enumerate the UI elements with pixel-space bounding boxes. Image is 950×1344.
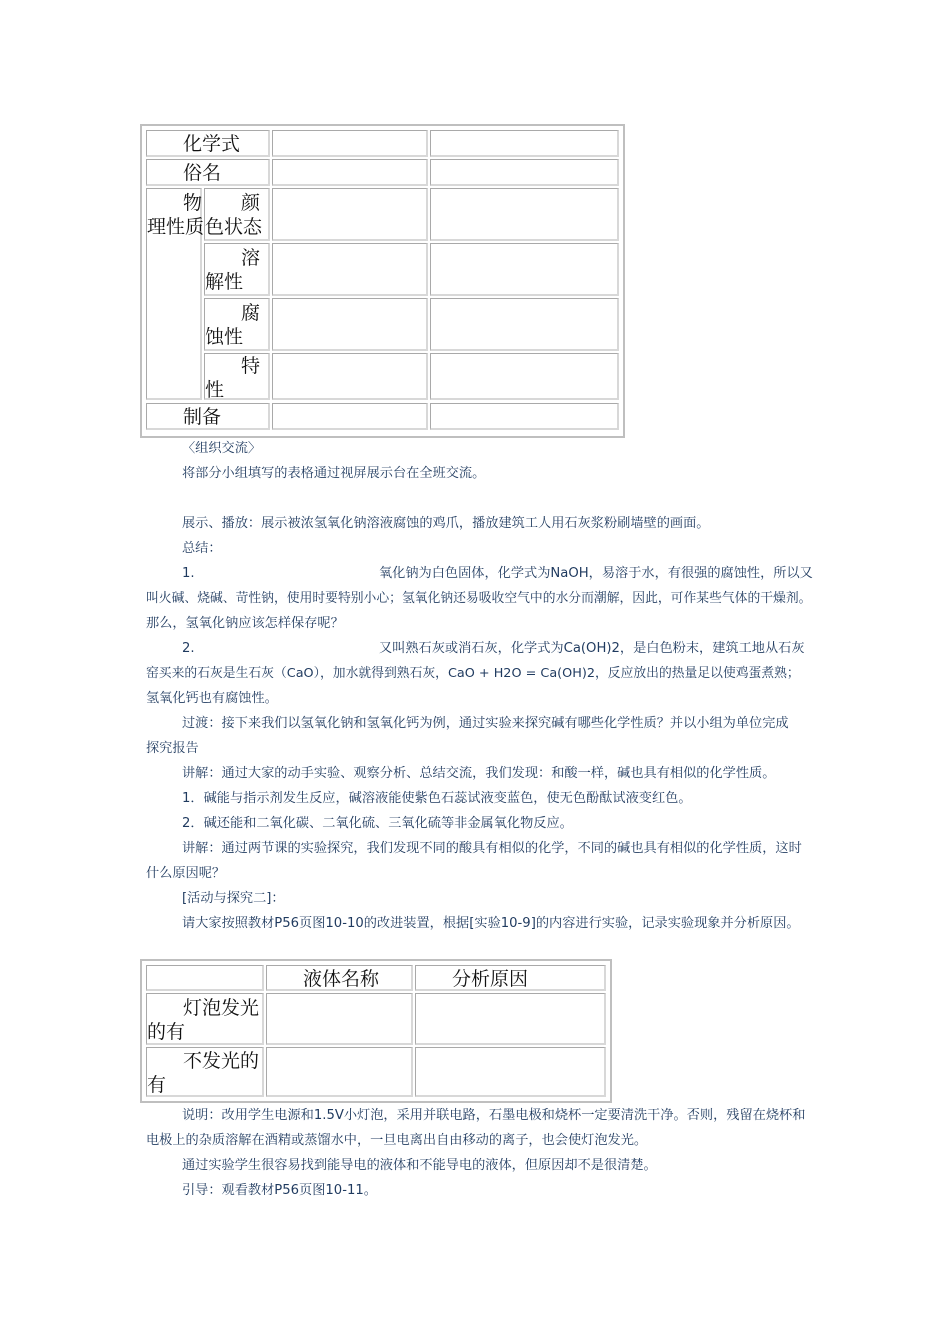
text-explain-1: 讲解：通过大家的动手实验、观察分析、总结交流，我们发现：和酸一样，碱也具有相似的化学性质。 xyxy=(182,766,776,781)
para-point-1 xyxy=(146,786,826,811)
cell-nolight-liquid xyxy=(266,1047,413,1097)
cell-common-a xyxy=(272,159,428,186)
text-naoh-b: 叫火碱、烧碱、苛性钠，使用时要特别小心；氢氧化钠还易吸收空气中的水分而潮解，因此，可作某些气体的干燥剂。 xyxy=(146,591,812,606)
text-display: 展示、播放：展示被浓氢氧化钠溶液腐蚀的鸡爪，播放建筑工人用石灰浆粉刷墙壁的画面。 xyxy=(182,516,710,531)
text-transition-b: 探究报告 xyxy=(146,741,199,756)
cell-corrosion-label xyxy=(204,298,270,351)
para-guide xyxy=(146,1178,826,1203)
cell-prep-label xyxy=(146,403,270,430)
cell-special-a xyxy=(272,353,428,400)
cell-special-b xyxy=(430,353,619,400)
para-caoh xyxy=(146,636,826,711)
cell-corrosion-b xyxy=(430,298,619,351)
para-share xyxy=(146,461,826,486)
text-observe: 通过实验学生很容易找到能导电的液体和不能导电的液体，但原因却不是很清楚。 xyxy=(182,1158,657,1173)
cell-physical-label xyxy=(146,188,205,400)
cell-nolight-reason xyxy=(415,1047,606,1097)
para-summary xyxy=(146,536,826,561)
conductivity-table xyxy=(140,959,612,1103)
text-light-2: 的有 xyxy=(147,1021,186,1043)
cell-formula-label xyxy=(146,130,270,157)
para-observe xyxy=(146,1153,826,1178)
text-special-1: 特 xyxy=(241,355,261,377)
para-instructions xyxy=(146,911,826,936)
text-caoh-num: 2. xyxy=(182,641,195,656)
text-note-b: 电极上的杂质溶解在酒精或蒸馏水中，一旦电离出自由移动的离子，也会使灯泡发光。 xyxy=(146,1133,648,1148)
text-physical-2: 理性质 xyxy=(147,216,205,238)
text-prep: 制备 xyxy=(183,406,222,428)
text-naoh-c: 那么，氢氧化钠应该怎样保存呢？ xyxy=(146,616,344,631)
cell-nolight-label xyxy=(146,1047,264,1097)
text-point-2: 2．碱还能和二氧化碳、二氧化硫、三氧化硫等非金属氧化物反应。 xyxy=(182,816,573,831)
text-color-2: 色状态 xyxy=(205,216,263,238)
cell-solubility-a xyxy=(272,243,428,296)
properties-table xyxy=(140,124,625,438)
para-naoh xyxy=(146,561,826,636)
para-note xyxy=(146,1103,826,1153)
para-organize xyxy=(146,436,826,461)
text-explain-2b: 什么原因呢？ xyxy=(146,866,226,881)
text-organize: 〈组织交流〉 xyxy=(182,441,262,456)
text-naoh-a: 氧化钠为白色固体，化学式为NaOH，易溶于水，有很强的腐蚀性，所以又 xyxy=(379,566,813,581)
cell-special-label xyxy=(204,353,270,400)
cell-header-blank xyxy=(146,965,264,991)
text-activity: [活动与探究二]： xyxy=(182,891,285,906)
cell-prep-a xyxy=(272,403,428,430)
cell-light-reason xyxy=(415,993,606,1045)
para-display xyxy=(146,511,826,536)
text-guide: 引导：观看教材P56页图10-11。 xyxy=(182,1183,377,1198)
cell-solubility-b xyxy=(430,243,619,296)
cell-prep-b xyxy=(430,403,619,430)
cell-color-a xyxy=(272,188,428,241)
cell-formula-b xyxy=(430,130,619,157)
para-explain-2 xyxy=(146,836,826,886)
cell-formula-a xyxy=(272,130,428,157)
text-caoh-a: 又叫熟石灰或消石灰，化学式为Ca(OH)2，是白色粉末，建筑工地从石灰 xyxy=(379,641,805,656)
text-note-a: 说明：改用学生电源和1.5V小灯泡，采用并联电路，石墨电极和烧杯一定要清洗干净。否则，残留在烧杯和 xyxy=(182,1108,806,1123)
text-header-reason: 分析原因 xyxy=(452,968,529,990)
text-solubility-2: 解性 xyxy=(205,271,244,293)
text-nolight-2: 有 xyxy=(147,1074,167,1096)
cell-common-label xyxy=(146,159,270,186)
text-special-2: 性 xyxy=(205,379,225,401)
text-nolight-1: 不发光的 xyxy=(183,1050,260,1072)
cell-light-liquid xyxy=(266,993,413,1045)
cell-light-label xyxy=(146,993,264,1045)
cell-color-b xyxy=(430,188,619,241)
text-point-1: 1．碱能与指示剂发生反应，碱溶液能使紫色石蕊试液变蓝色，使无色酚酞试液变红色。 xyxy=(182,791,692,806)
text-corrosion-1: 腐 xyxy=(241,302,261,324)
text-header-liquid: 液体名称 xyxy=(303,968,380,990)
cell-solubility-label xyxy=(204,243,270,296)
cell-corrosion-a xyxy=(272,298,428,351)
text-explain-2a: 讲解：通过两节课的实验探究，我们发现不同的酸具有相似的化学，不同的碱也具有相似的化学性质，这时 xyxy=(182,841,802,856)
para-point-2 xyxy=(146,811,826,836)
text-corrosion-2: 蚀性 xyxy=(205,326,244,348)
text-common: 俗名 xyxy=(183,162,222,184)
text-caoh-c: 氢氧化钙也有腐蚀性。 xyxy=(146,691,278,706)
text-light-1: 灯泡发光 xyxy=(183,997,260,1019)
text-summary: 总结： xyxy=(182,541,222,556)
text-solubility-1: 溶 xyxy=(241,247,261,269)
text-instructions: 请大家按照教材P56页图10-10的改进装置，根据[实验10-9]的内容进行实验，记录实验现象并分析原因。 xyxy=(182,916,800,931)
text-formula: 化学式 xyxy=(183,133,241,155)
cell-header-liquid xyxy=(266,965,413,991)
cell-color-label xyxy=(204,188,270,241)
para-activity xyxy=(146,886,826,911)
cell-header-reason xyxy=(415,965,606,991)
text-share: 将部分小组填写的表格通过视屏展示台在全班交流。 xyxy=(182,466,486,481)
cell-common-b xyxy=(430,159,619,186)
para-transition xyxy=(146,711,826,761)
text-color-1: 颜 xyxy=(241,192,261,214)
text-transition-a: 过渡：接下来我们以氢氧化钠和氢氧化钙为例，通过实验来探究碱有哪些化学性质？并以小组为单位完成 xyxy=(182,716,789,731)
text-naoh-num: 1. xyxy=(182,566,195,581)
para-explain-1 xyxy=(146,761,826,786)
text-physical-1: 物 xyxy=(183,192,203,214)
text-caoh-b: 窑买来的石灰是生石灰（CaO），加水就得到熟石灰，CaO + H2O = Ca(OH)2，反应放出的热量足以使鸡蛋煮熟； xyxy=(146,666,800,681)
